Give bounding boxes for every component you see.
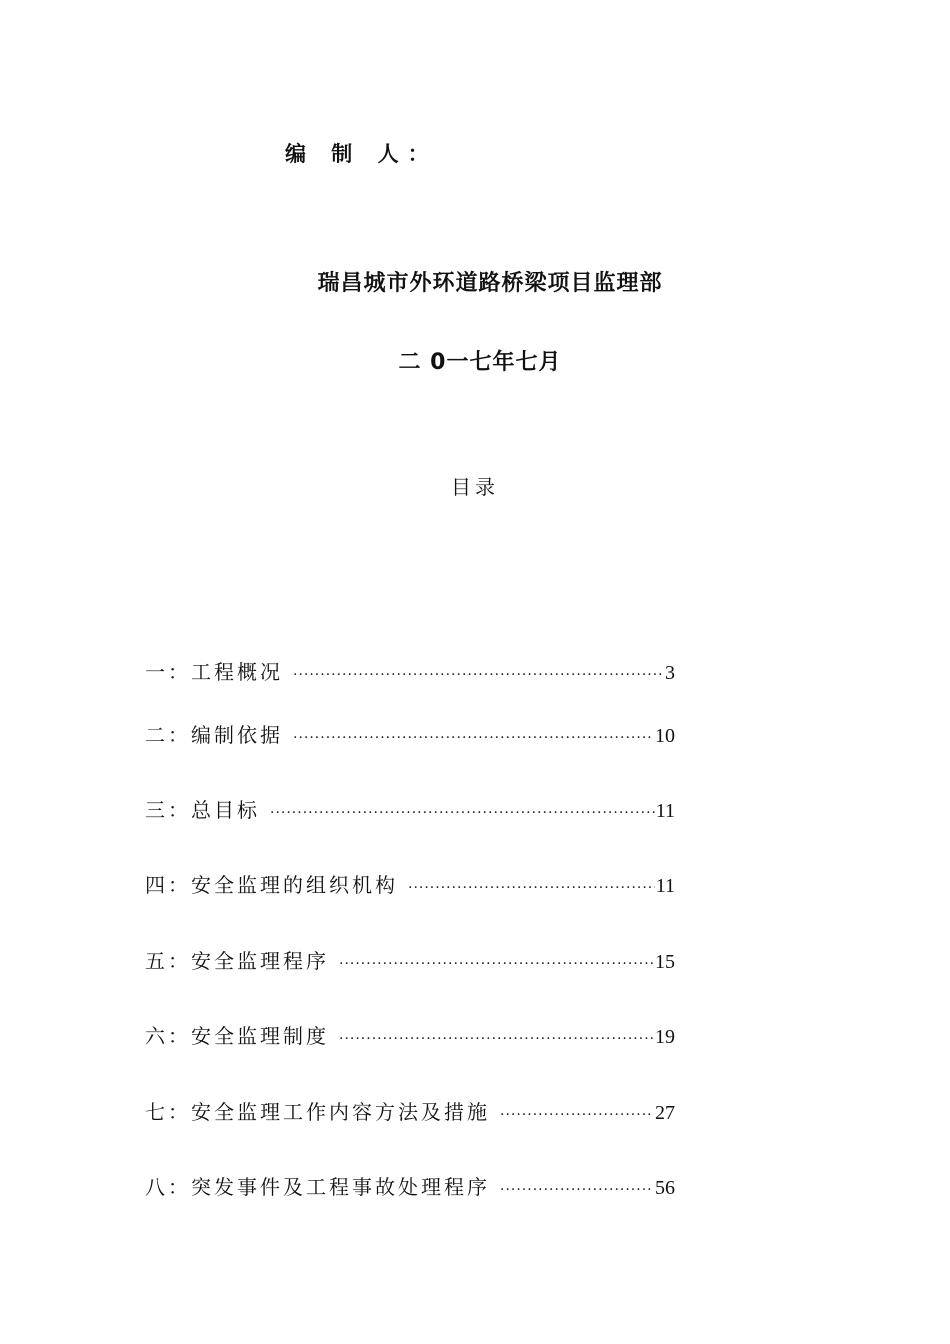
toc-entry[interactable] xyxy=(145,656,675,686)
toc-dot-leader xyxy=(293,730,654,746)
toc-entry-label: 总目标 xyxy=(191,798,260,822)
toc-title: 目录 xyxy=(451,475,499,499)
toc-dot-leader xyxy=(270,805,655,821)
toc-entry-number: 四： xyxy=(145,873,191,897)
toc-entry-number: 二： xyxy=(145,723,191,747)
toc-dot-leader xyxy=(339,1031,654,1047)
toc-entry[interactable] xyxy=(145,945,675,975)
toc-entry-label: 突发事件及工程事故处理程序 xyxy=(191,1175,490,1199)
compiler-label: 编 制 人： xyxy=(285,142,438,166)
toc-entry-label: 工程概况 xyxy=(191,660,283,684)
toc-entry[interactable] xyxy=(145,794,675,824)
toc-entry-number: 五： xyxy=(145,949,191,973)
toc-entry-number: 七： xyxy=(145,1100,191,1124)
toc-dot-leader xyxy=(500,1107,654,1123)
toc-dot-leader xyxy=(293,667,664,683)
toc-entry-label: 编制依据 xyxy=(191,723,283,747)
organization-name: 瑞昌城市外环道路桥梁项目监理部 xyxy=(317,271,663,296)
toc-entry-label: 安全监理程序 xyxy=(191,949,329,973)
toc-entry-page: 15 xyxy=(655,951,675,973)
toc-entry-page: 56 xyxy=(655,1177,675,1199)
toc-entry-label: 安全监理工作内容方法及措施 xyxy=(191,1100,490,1124)
toc-entry-page: 3 xyxy=(665,662,675,684)
toc-entry-page: 11 xyxy=(655,875,675,897)
toc-dot-leader xyxy=(408,880,655,896)
toc-entry-number: 三： xyxy=(145,798,191,822)
toc-entry-label: 安全监理的组织机构 xyxy=(191,873,398,897)
toc-entry[interactable] xyxy=(145,1171,675,1201)
toc-entry[interactable] xyxy=(145,1096,675,1126)
toc-entry-page: 10 xyxy=(655,725,675,747)
toc-dot-leader xyxy=(500,1182,654,1198)
toc-entry-page: 27 xyxy=(655,1102,675,1124)
toc-entry-page: 19 xyxy=(655,1026,675,1048)
toc-entry[interactable] xyxy=(145,719,675,749)
toc-entry[interactable] xyxy=(145,869,675,899)
toc-entry-number: 一： xyxy=(145,660,191,684)
toc-dot-leader xyxy=(339,956,654,972)
document-date: 二 0一七年七月 xyxy=(398,350,562,375)
toc-entry-page: 11 xyxy=(655,800,675,822)
toc-entry-number: 八： xyxy=(145,1175,191,1199)
toc-entry-label: 安全监理制度 xyxy=(191,1024,329,1048)
toc-entry[interactable] xyxy=(145,1020,675,1050)
toc-entry-number: 六： xyxy=(145,1024,191,1048)
